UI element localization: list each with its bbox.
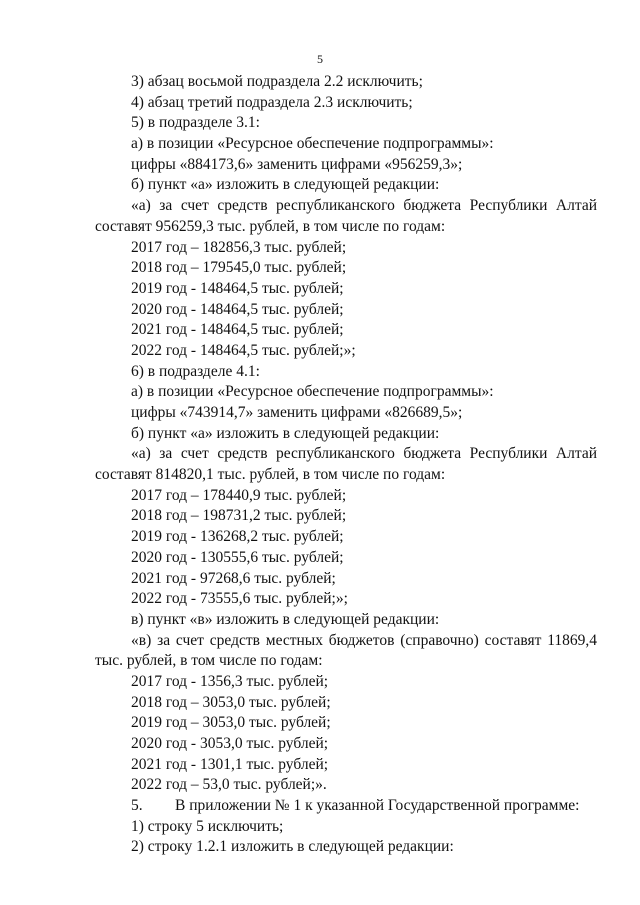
text-line: «а) за счет средств республиканского бюджета Республики Алтай: [131, 445, 597, 463]
item-text: В приложении № 1 к указанной Государственной программе:: [175, 797, 580, 815]
text-line: [95, 796, 597, 817]
text-line: 2020 год - 3053,0 тыс. рублей;: [131, 735, 329, 752]
text-line: 2019 год - 148464,5 тыс. рублей;: [131, 279, 344, 297]
text-line: составят 956259,3 тыс. рублей, в том числе по годам:: [95, 217, 446, 235]
text-line: в) пункт «в» изложить в следующей редакции:: [131, 610, 440, 628]
text-line: 2020 год - 130555,6 тыс. рублей;: [131, 548, 344, 566]
text-line: 2017 год – 182856,3 тыс. рублей;: [131, 238, 347, 256]
text-line: «а) за счет средств республиканского бюджета Республики Алтай: [131, 197, 597, 215]
text-line: тыс. рублей, в том числе по годам:: [95, 652, 323, 670]
text-line: цифры «884173,6» заменить цифрами «956259,3»;: [131, 155, 463, 173]
text-line: 2019 год – 3053,0 тыс. рублей;: [131, 714, 331, 732]
text-line: 2021 год - 1301,1 тыс. рублей;: [131, 755, 329, 773]
text-line: 5) в подразделе 3.1:: [131, 114, 260, 132]
text-line: 2022 год - 148464,5 тыс. рублей;»;: [131, 341, 356, 359]
text-line: 2022 год – 53,0 тыс. рублей;».: [131, 776, 327, 794]
text-line: б) пункт «а» изложить в следующей редакции:: [131, 176, 440, 194]
text-line: 2018 год – 179545,0 тыс. рублей;: [131, 259, 347, 277]
text-line: б) пункт «а» изложить в следующей редакции:: [131, 424, 440, 442]
text-line: 2017 год - 1356,3 тыс. рублей;: [131, 672, 329, 690]
text-line: цифры «743914,7» заменить цифрами «826689,5»;: [131, 404, 463, 421]
text-line: 2019 год - 136268,2 тыс. рублей;: [131, 528, 344, 546]
text-line: 2017 год – 178440,9 тыс. рублей;: [131, 486, 347, 504]
text-line: а) в позиции «Ресурсное обеспечение подпрограммы»:: [131, 135, 494, 153]
document-body: [95, 72, 597, 858]
text-line: 1) строку 5 исключить;: [131, 817, 284, 835]
text-line: составят 814820,1 тыс. рублей, в том числе по годам:: [95, 466, 446, 484]
text-line: 2) строку 1.2.1 изложить в следующей редакции:: [131, 838, 454, 856]
text-line: 2021 год - 148464,5 тыс. рублей;: [131, 321, 344, 339]
text-line: 2018 год – 3053,0 тыс. рублей;: [131, 693, 331, 711]
page-number: 5: [317, 52, 323, 66]
text-line: 2020 год - 148464,5 тыс. рублей;: [131, 300, 344, 318]
text-line: 2022 год - 73555,6 тыс. рублей;»;: [131, 590, 348, 608]
text-line: «в) за счет средств местных бюджетов (справочно) составят 11869,4: [131, 631, 597, 649]
text-line: а) в позиции «Ресурсное обеспечение подпрограммы»:: [131, 383, 494, 401]
text-line: 2021 год - 97268,6 тыс. рублей;: [131, 569, 336, 587]
item-number: 5.: [131, 797, 143, 815]
text-line: 3) абзац восьмой подраздела 2.2 исключить;: [131, 73, 423, 90]
text-line: 6) в подразделе 4.1:: [131, 362, 260, 380]
text-line: 2018 год – 198731,2 тыс. рублей;: [131, 507, 347, 525]
text-line: 4) абзац третий подраздела 2.3 исключить;: [131, 93, 413, 111]
